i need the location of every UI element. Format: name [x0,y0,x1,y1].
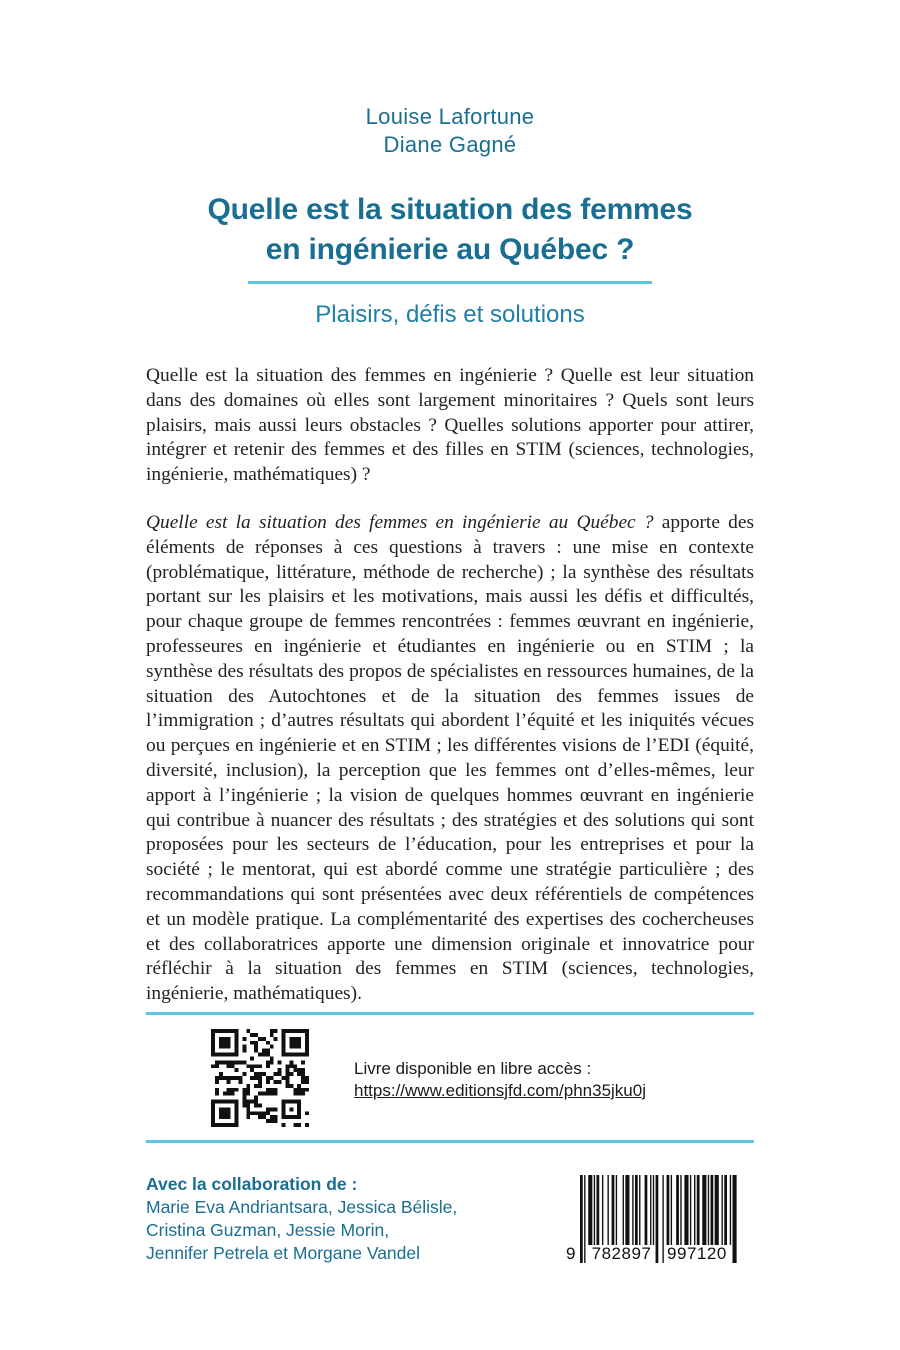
summary-title-italic: Quelle est la situation des femmes en ingénierie au Québec ? [146,512,654,533]
book-subtitle: Plaisirs, défis et solutions [315,301,585,328]
isbn-group-2: 997120 [667,1244,727,1263]
author-1: Louise Lafortune [365,104,535,129]
collaboration-credits [146,1173,457,1265]
title-line-2: en ingénierie au Québec ? [265,233,635,266]
title-line-1: Quelle est la situation des femmes [207,193,693,226]
access-top-divider [146,1012,754,1015]
book-title [0,190,900,270]
open-access-label: Livre disponible en libre accès : [354,1059,592,1078]
collaborator-line-1: Marie Eva Andriantsara, Jessica Bélisle, [146,1197,458,1217]
isbn-prefix: 9 [566,1244,576,1263]
summary-paragraph-2-text: apporte des éléments de réponses à ces questions à travers : une mise en contexte (problématique, littérature, méthode de recherche) ; la synthèse des résultats portant sur les plaisirs et les motivations, mais aussi les défis et difficultés, pour chaque groupe de femmes rencontrées : femmes œuvrant en ingénierie, professeures en ingénierie et étudiantes en ingénierie ou en STIM ; la synthèse des résultats des propos de spécialistes en ressources humaines, de la situation des Autochtones et de la situation des femmes issues de l’immigration ; d’autres résultats qui abordent l’équité et les iniquités vécues ou perçues en ingénierie et en STIM ; les différentes visions de l’EDI (équité, diversité, inclusion), la perception que les femmes ont d’elles-mêmes, leur apport à l’ingénierie ; la vision de quelques hommes œuvrant en ingénierie qui contribue à nuancer des résultats ; des stratégies et des solutions qui sont proposées pour les secteurs de l’éducation, pour les entreprises et pour la société ; le mentorat, qui est abordé comme une stratégie particulière ; des recommandations qui sont présentées avec deux référentiels de compétences et un modèle pratique. La complémentarité des expertises des cochercheuses et des collaboratrices apporte une dimension originale et innovatrice pour réfléchir à la situation des femmes en STIM (sciences, technologies, ingénierie, mathématiques). [146,512,754,1005]
summary-paragraph-1: Quelle est la situation des femmes en ingénierie ? Quelle est leur situation dans des domaines où elles sont largement minoritaires ? Quels sont leurs plaisirs, mais aussi leurs obstacles ? Quelles solutions apporter pour attirer, intégrer et retenir des femmes et des filles en STIM (sciences, technologies, ingénierie, mathématiques) ? [146,365,754,486]
isbn-group-1: 782897 [591,1244,652,1263]
access-bottom-divider [146,1140,754,1143]
authors [0,103,900,159]
collaboration-heading: Avec la collaboration de : [146,1174,358,1194]
collaborator-line-3: Jennifer Petrela et Morgane Vandel [146,1243,421,1263]
isbn-number [566,1244,727,1264]
open-access-notice [354,1058,646,1102]
open-access-link[interactable]: https://www.editionsjfd.com/phn35jku0j [354,1081,646,1100]
qr-code[interactable] [211,1029,309,1127]
title-divider [248,281,652,284]
summary-paragraph-2 [146,511,754,1007]
collaborator-line-2: Cristina Guzman, Jessie Morin, [146,1220,390,1240]
author-2: Diane Gagné [383,132,517,157]
